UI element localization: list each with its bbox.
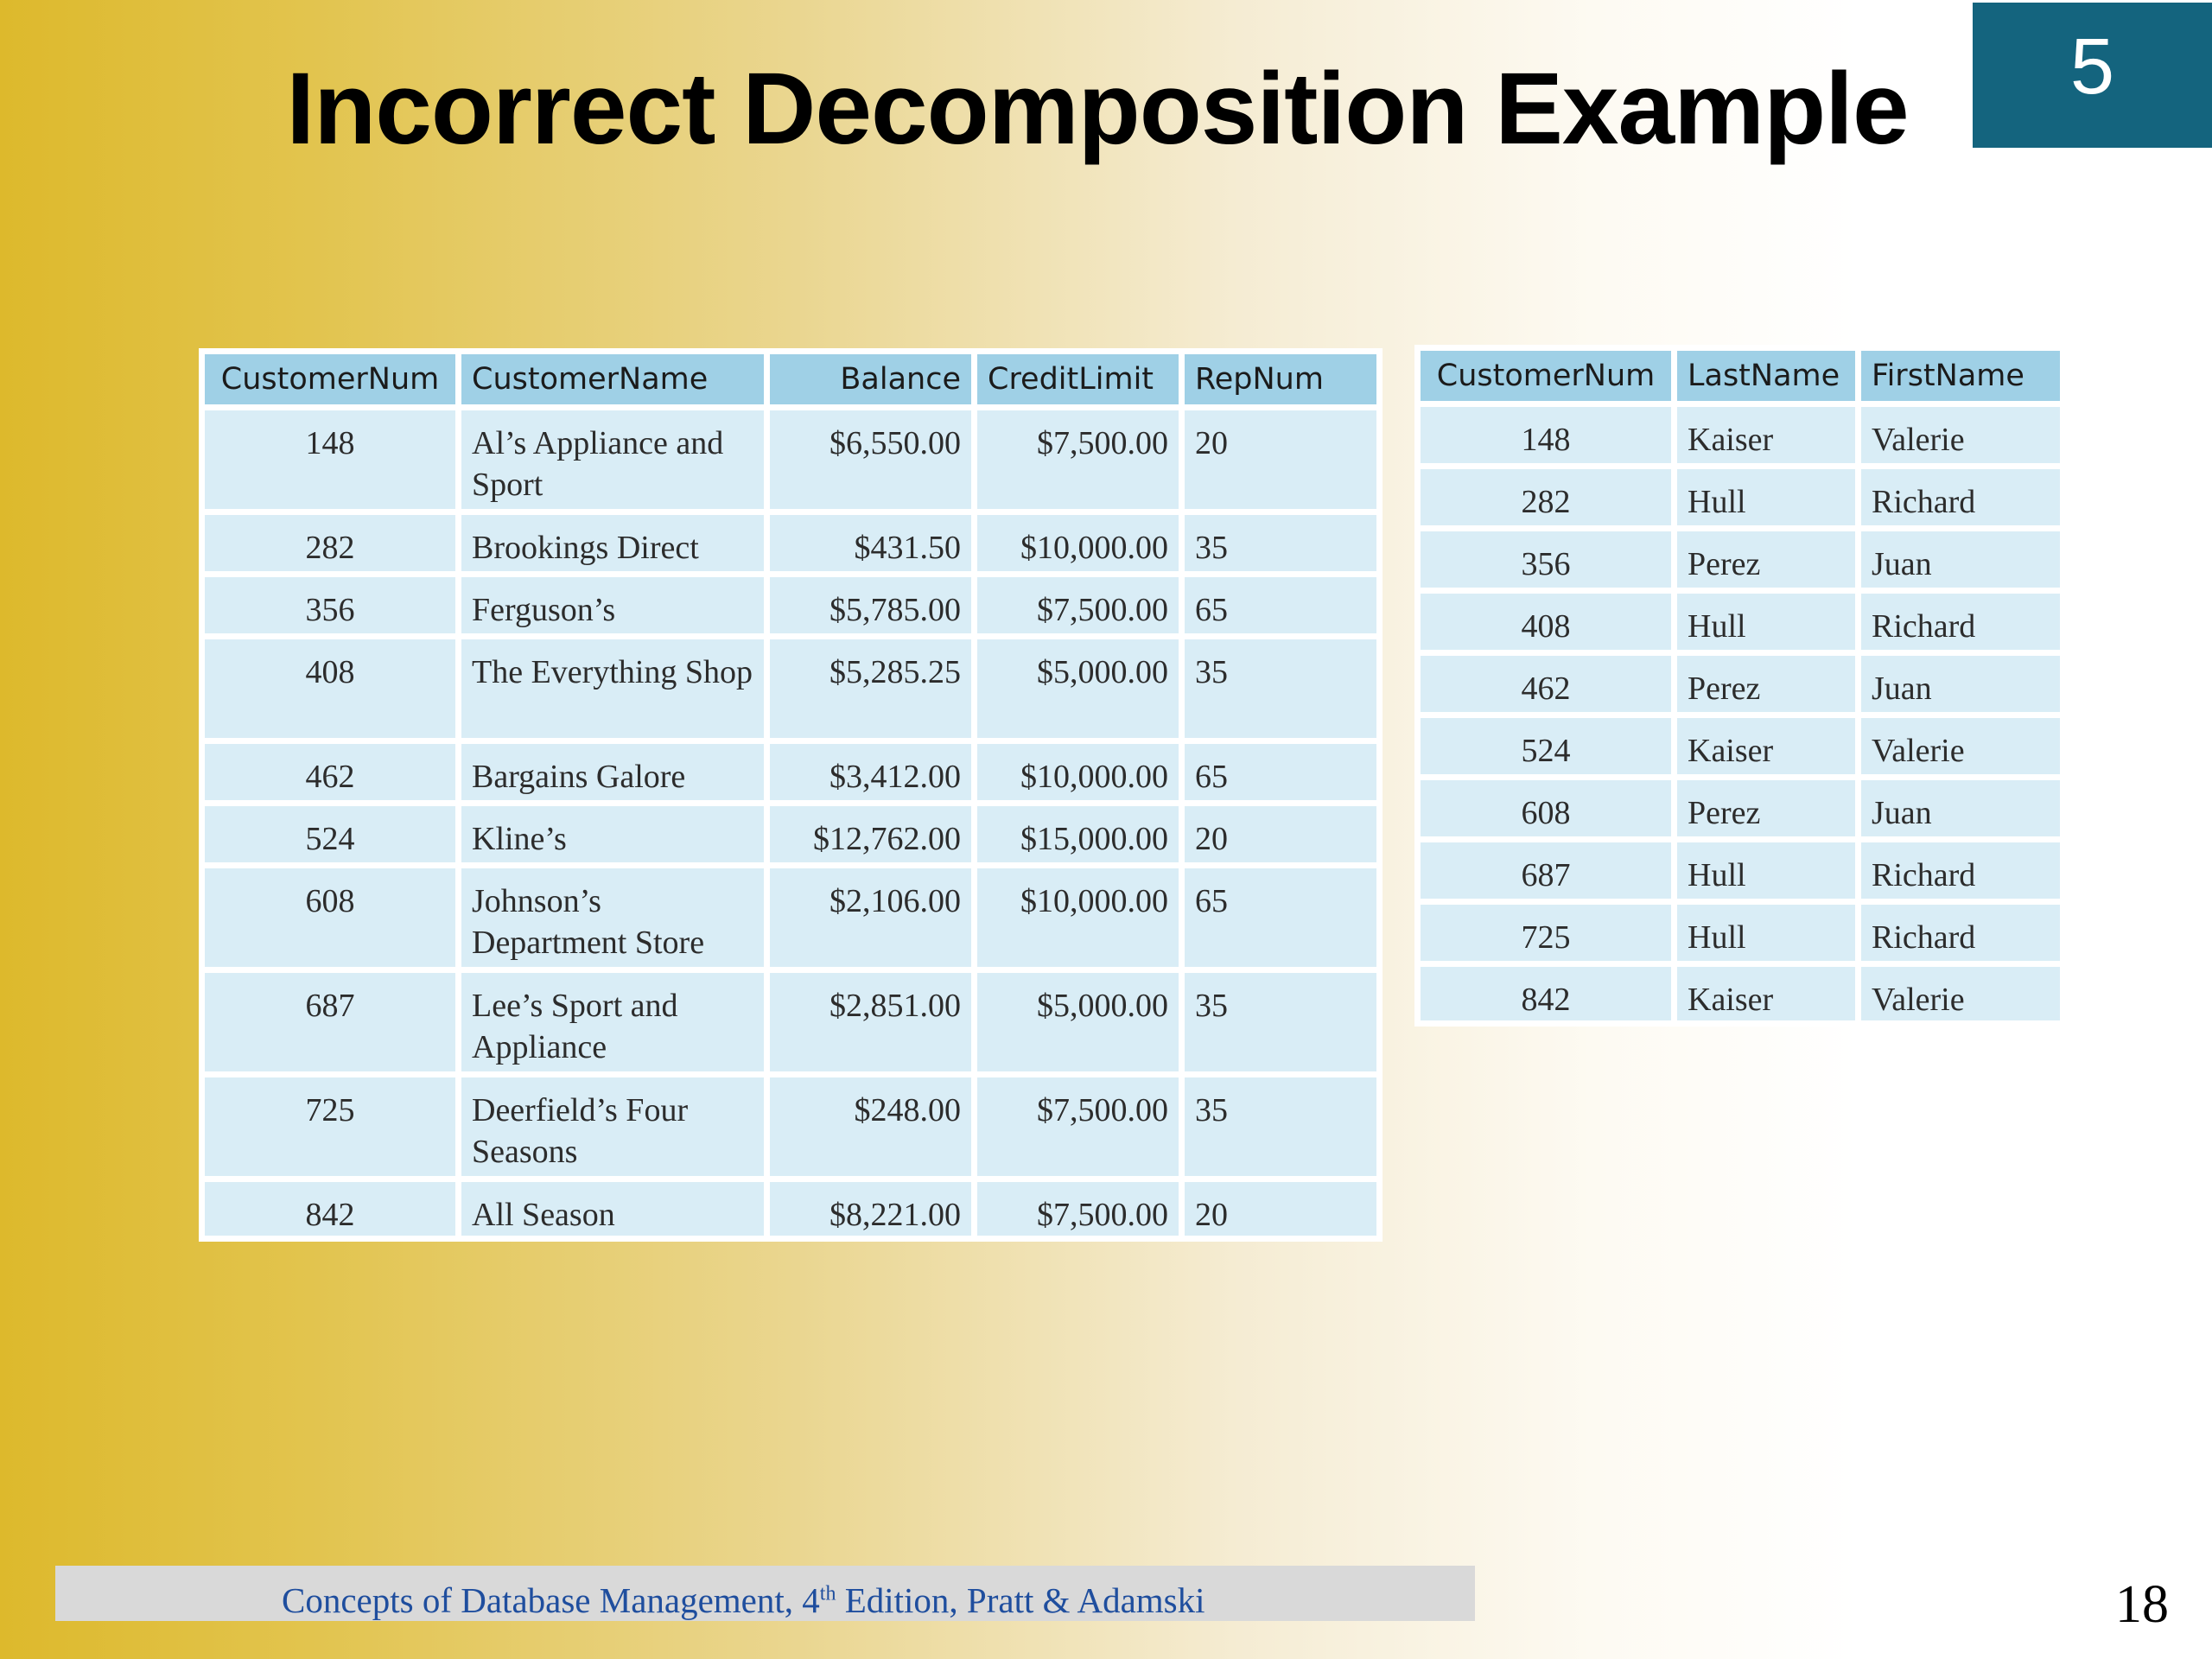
table-row: [205, 639, 1376, 738]
cell-lastname: Kaiser: [1677, 718, 1855, 774]
cell-customernum: 725: [205, 1077, 455, 1176]
cell-customername: Johnson’s Department Store: [461, 868, 764, 967]
cell-customernum: 408: [1421, 594, 1671, 650]
cell-lastname: Hull: [1677, 469, 1855, 525]
cell-repnum: 20: [1185, 410, 1376, 509]
table-row: [205, 1182, 1376, 1236]
table-row: [1421, 905, 2060, 961]
cell-customernum: 148: [205, 410, 455, 509]
cell-repnum: 35: [1185, 515, 1376, 571]
column-header-repnum: RepNum: [1185, 354, 1376, 404]
column-header-firstname: FirstName: [1861, 351, 2060, 401]
cell-customernum: 524: [205, 806, 455, 862]
cell-creditlimit: $15,000.00: [977, 806, 1179, 862]
cell-balance: $2,851.00: [770, 973, 971, 1071]
cell-firstname: Valerie: [1861, 718, 2060, 774]
table-row: [205, 868, 1376, 967]
cell-balance: $8,221.00: [770, 1182, 971, 1236]
cell-customername: Ferguson’s: [461, 577, 764, 633]
cell-repnum: 35: [1185, 1077, 1376, 1176]
cell-repnum: 65: [1185, 744, 1376, 800]
cell-customername: Deerfield’s Four Seasons: [461, 1077, 764, 1176]
cell-firstname: Juan: [1861, 531, 2060, 588]
table-row: [1421, 967, 2060, 1020]
cell-lastname: Perez: [1677, 656, 1855, 712]
cell-customernum: 356: [1421, 531, 1671, 588]
table-row: [1421, 407, 2060, 463]
cell-lastname: Perez: [1677, 531, 1855, 588]
cell-customername: Kline’s: [461, 806, 764, 862]
table-row: [205, 973, 1376, 1071]
table-row: [205, 744, 1376, 800]
cell-customernum: 462: [1421, 656, 1671, 712]
table-row: [205, 515, 1376, 571]
table-row: [1421, 842, 2060, 899]
cell-customername: Lee’s Sport and Appliance: [461, 973, 764, 1071]
cell-balance: $431.50: [770, 515, 971, 571]
cell-creditlimit: $5,000.00: [977, 973, 1179, 1071]
cell-repnum: 65: [1185, 577, 1376, 633]
cell-balance: $6,550.00: [770, 410, 971, 509]
cell-customernum: 356: [205, 577, 455, 633]
cell-firstname: Valerie: [1861, 967, 2060, 1020]
cell-firstname: Valerie: [1861, 407, 2060, 463]
table-row: [205, 1077, 1376, 1176]
customer-table: [199, 348, 1382, 1242]
footer-citation: [282, 1580, 1205, 1621]
cell-firstname: Richard: [1861, 905, 2060, 961]
cell-repnum: 35: [1185, 973, 1376, 1071]
table-row: [1421, 594, 2060, 650]
cell-lastname: Perez: [1677, 780, 1855, 836]
cell-customernum: 408: [205, 639, 455, 738]
slide-title: Incorrect Decomposition Example: [286, 52, 1909, 166]
column-header-customernum: CustomerNum: [205, 354, 455, 404]
footer-text-main: Concepts of Database Management, 4: [282, 1580, 820, 1620]
cell-customernum: 842: [1421, 967, 1671, 1020]
cell-customernum: 608: [1421, 780, 1671, 836]
rep-name-table: [1414, 345, 2066, 1027]
table-row: [1421, 780, 2060, 836]
table-header-row: [205, 354, 1376, 404]
cell-customernum: 282: [205, 515, 455, 571]
cell-repnum: 20: [1185, 1182, 1376, 1236]
cell-firstname: Juan: [1861, 780, 2060, 836]
table-row: [1421, 718, 2060, 774]
cell-creditlimit: $7,500.00: [977, 410, 1179, 509]
cell-lastname: Hull: [1677, 842, 1855, 899]
table-row: [1421, 656, 2060, 712]
cell-customername: The Everything Shop: [461, 639, 764, 738]
page-number: 18: [2115, 1575, 2169, 1634]
cell-customernum: 842: [205, 1182, 455, 1236]
table-row: [1421, 469, 2060, 525]
cell-firstname: Richard: [1861, 469, 2060, 525]
cell-customernum: 687: [1421, 842, 1671, 899]
cell-creditlimit: $7,500.00: [977, 1077, 1179, 1176]
cell-balance: $3,412.00: [770, 744, 971, 800]
cell-customername: Bargains Galore: [461, 744, 764, 800]
cell-balance: $5,285.25: [770, 639, 971, 738]
cell-customernum: 725: [1421, 905, 1671, 961]
cell-customername: Brookings Direct: [461, 515, 764, 571]
cell-firstname: Richard: [1861, 842, 2060, 899]
chapter-number-badge: 5: [1973, 3, 2212, 148]
cell-balance: $2,106.00: [770, 868, 971, 967]
cell-repnum: 35: [1185, 639, 1376, 738]
cell-balance: $5,785.00: [770, 577, 971, 633]
table-row: [1421, 531, 2060, 588]
column-header-customername: CustomerName: [461, 354, 764, 404]
cell-firstname: Juan: [1861, 656, 2060, 712]
cell-creditlimit: $7,500.00: [977, 577, 1179, 633]
table-row: [205, 806, 1376, 862]
cell-customernum: 687: [205, 973, 455, 1071]
table-header-row: [1421, 351, 2060, 401]
cell-customernum: 524: [1421, 718, 1671, 774]
footer-text-rest: Edition, Pratt & Adamski: [836, 1580, 1205, 1620]
cell-lastname: Hull: [1677, 905, 1855, 961]
cell-firstname: Richard: [1861, 594, 2060, 650]
cell-balance: $12,762.00: [770, 806, 971, 862]
cell-customernum: 148: [1421, 407, 1671, 463]
cell-customernum: 282: [1421, 469, 1671, 525]
column-header-creditlimit: CreditLimit: [977, 354, 1179, 404]
column-header-lastname: LastName: [1677, 351, 1855, 401]
cell-repnum: 20: [1185, 806, 1376, 862]
cell-balance: $248.00: [770, 1077, 971, 1176]
cell-creditlimit: $10,000.00: [977, 744, 1179, 800]
footer-superscript: th: [819, 1582, 836, 1605]
cell-customername: Al’s Appliance and Sport: [461, 410, 764, 509]
cell-lastname: Hull: [1677, 594, 1855, 650]
cell-creditlimit: $10,000.00: [977, 868, 1179, 967]
table-row: [205, 410, 1376, 509]
cell-creditlimit: $5,000.00: [977, 639, 1179, 738]
table-row: [205, 577, 1376, 633]
cell-lastname: Kaiser: [1677, 407, 1855, 463]
column-header-balance: Balance: [770, 354, 971, 404]
cell-creditlimit: $7,500.00: [977, 1182, 1179, 1236]
cell-customername: All Season: [461, 1182, 764, 1236]
cell-customernum: 608: [205, 868, 455, 967]
cell-repnum: 65: [1185, 868, 1376, 967]
cell-lastname: Kaiser: [1677, 967, 1855, 1020]
cell-creditlimit: $10,000.00: [977, 515, 1179, 571]
column-header-customernum: CustomerNum: [1421, 351, 1671, 401]
cell-customernum: 462: [205, 744, 455, 800]
